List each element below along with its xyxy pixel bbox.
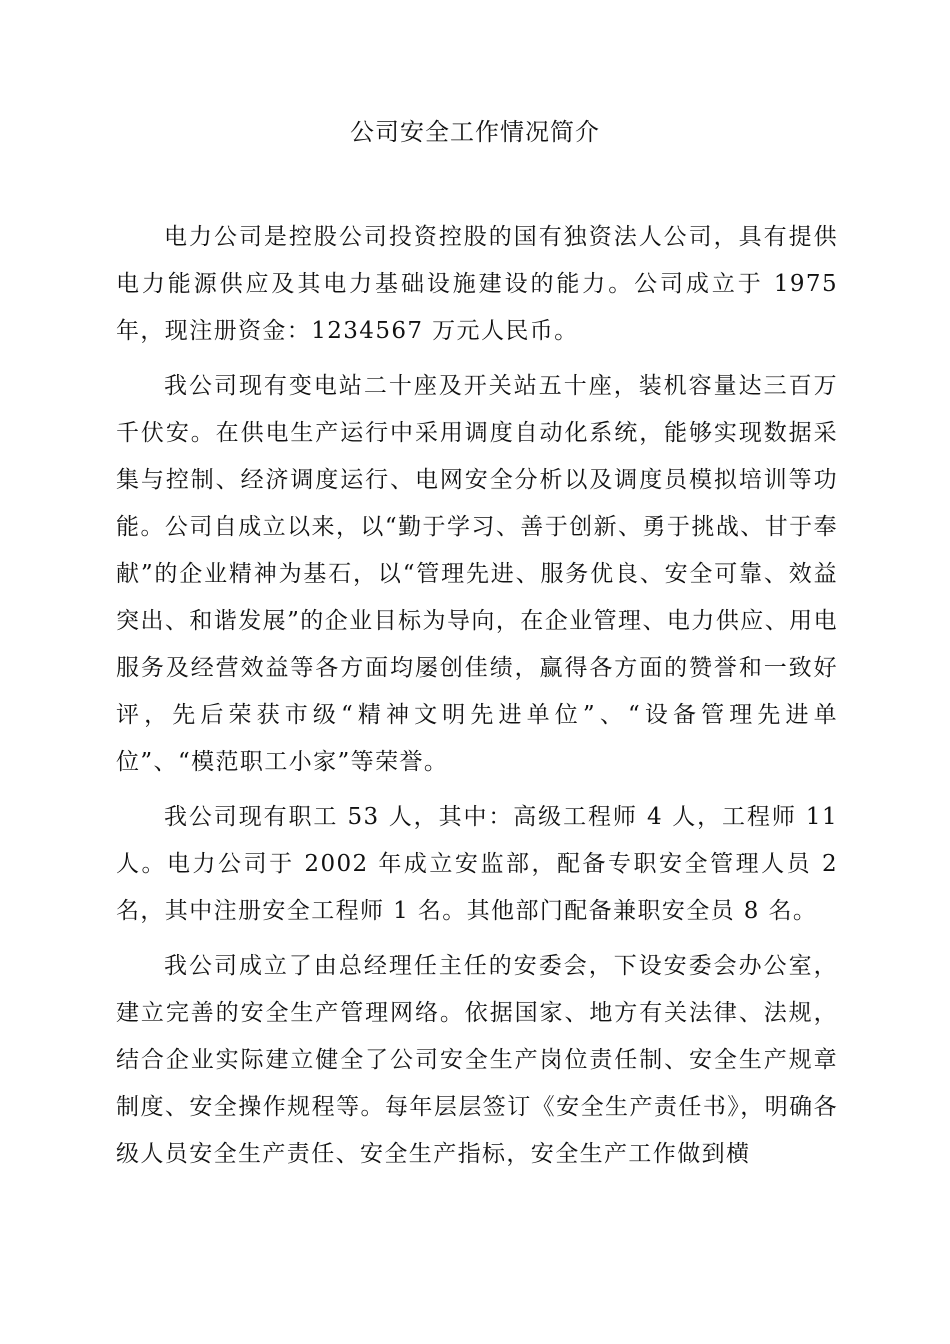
paragraph-operations-and-honors: 我公司现有变电站二十座及开关站五十座，装机容量达三百万千伏安。在供电生产运行中采用调度自动化系统，能够实现数据采集与控制、经济调度运行、电网安全分析以及调度员模拟培训等功能。公司自成立以来，以“勤于学习、善于创新、勇于挑战、甘于奉献”的企业精神为基石，以“管理先进、服务优良、安全可靠、效益突出、和谐发展”的企业目标为导向，在企业管理、电力供应、用电服务及经营效益等各方面均屡创佳绩，赢得各方面的赞誉和一致好评，先后荣获市级“精神文明先进单位”、“设备管理先进单位”、“模范职工小家”等荣誉。 bbox=[116, 373, 838, 775]
paragraph-company-profile: 电力公司是控股公司投资控股的国有独资法人公司，具有提供电力能源供应及其电力基础设施建设的能力。公司成立于 1975 年，现注册资金：1234567 万元人民币。 bbox=[116, 224, 847, 344]
document-body bbox=[116, 214, 847, 1184]
document-title: 公司安全工作情况简介 bbox=[350, 118, 600, 146]
paragraph-safety-management: 我公司成立了由总经理任主任的安委会，下设安委会办公室，建立完善的安全生产管理网络。依据国家、地方有关法律、法规，结合企业实际建立健全了公司安全生产岗位责任制、安全生产规章制度、安全操作规程等。每年层层签订《安全生产责任书》，明确各级人员安全生产责任、安全生产指标，安全生产工作做到横 bbox=[116, 953, 838, 1167]
paragraph-staffing: 我公司现有职工 53 人，其中：高级工程师 4 人，工程师 11 人。电力公司于 2002 年成立安监部，配备专职安全管理人员 2 名，其中注册安全工程师 1 名。其他部门配备兼职安全员 8 名。 bbox=[116, 804, 847, 924]
